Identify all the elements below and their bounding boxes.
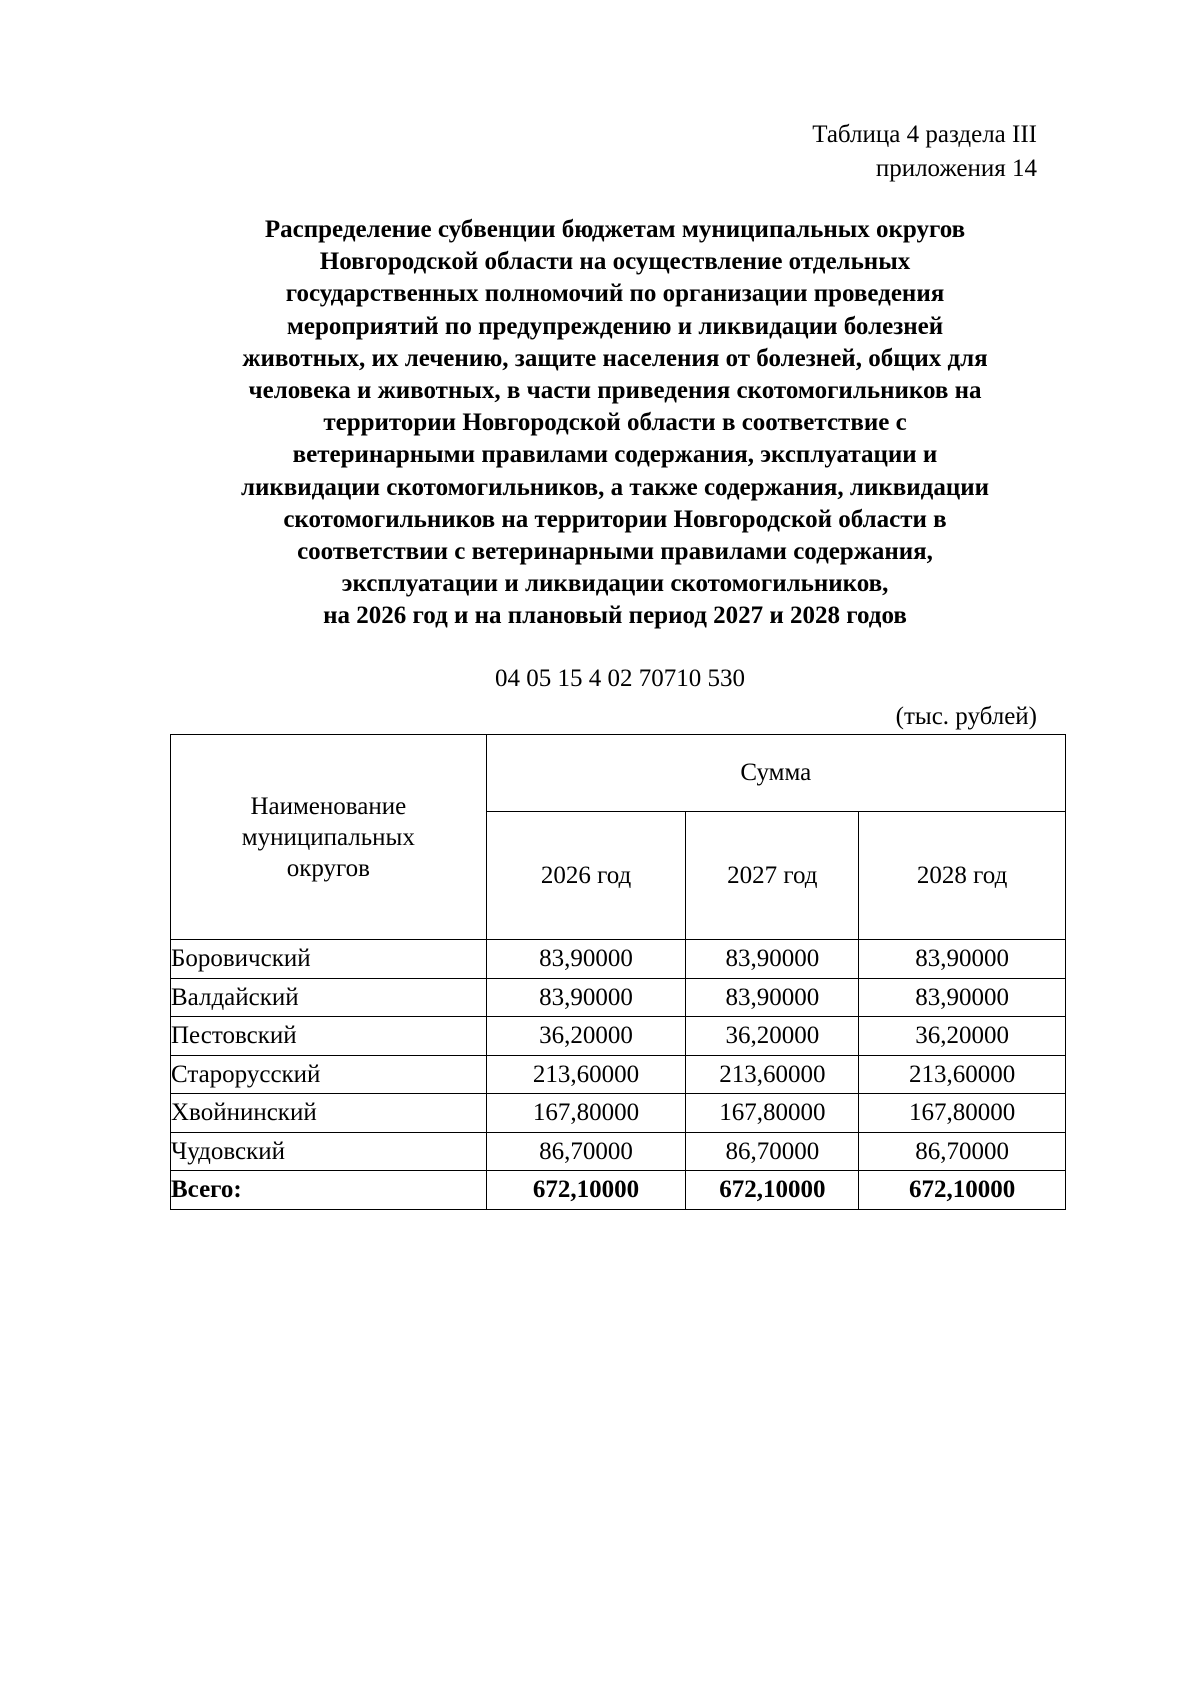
column-header-sum: Сумма <box>486 735 1065 812</box>
reference-line-appendix: приложения 14 <box>875 155 1037 182</box>
amount-2028: 213,60000 <box>859 1055 1066 1094</box>
table-body <box>171 940 1066 1210</box>
units-label: (тыс. рублей) <box>895 703 1037 730</box>
amount-2027: 86,70000 <box>686 1132 859 1171</box>
title-line: ликвидации скотомогильников, а также содержания, ликвидации <box>240 473 990 501</box>
total-row <box>171 1171 1066 1210</box>
total-2028: 672,10000 <box>859 1171 1066 1210</box>
amount-2026: 83,90000 <box>486 978 686 1017</box>
title-line: эксплуатации и ликвидации скотомогильников, <box>341 570 889 598</box>
table-header <box>171 735 1066 940</box>
title-line: человека и животных, в части приведения скотомогильников на <box>248 377 982 405</box>
amount-2027: 213,60000 <box>686 1055 859 1094</box>
table-row <box>171 1094 1066 1133</box>
municipality-name: Пестовский <box>171 1017 487 1056</box>
column-header-2026: 2026 год <box>486 812 686 940</box>
amount-2028: 167,80000 <box>859 1094 1066 1133</box>
total-2027: 672,10000 <box>686 1171 859 1210</box>
column-header-2028: 2028 год <box>859 812 1066 940</box>
title-line: скотомогильников на территории Новгородской области в <box>283 505 947 533</box>
amount-2028: 36,20000 <box>859 1017 1066 1056</box>
amount-2027: 83,90000 <box>686 940 859 979</box>
title-line: Распределение субвенции бюджетам муниципальных округов <box>264 216 966 243</box>
municipality-name: Старорусский <box>171 1055 487 1094</box>
table-row <box>171 940 1066 979</box>
amount-2026: 83,90000 <box>486 940 686 979</box>
amount-2026: 213,60000 <box>486 1055 686 1094</box>
amount-2027: 36,20000 <box>686 1017 859 1056</box>
municipality-name: Хвойнинский <box>171 1094 487 1133</box>
table-row <box>171 1017 1066 1056</box>
title-line: соответствии с ветеринарными правилами содержания, <box>297 538 933 566</box>
municipality-name: Чудовский <box>171 1132 487 1171</box>
table-row <box>171 978 1066 1017</box>
column-header-2027: 2027 год <box>686 812 859 940</box>
budget-classification-code: 04 05 15 4 02 70710 530 <box>495 665 745 692</box>
title-line: государственных полномочий по организации проведения <box>285 280 945 308</box>
reference-line-table: Таблица 4 раздела III <box>812 121 1037 148</box>
amount-2027: 83,90000 <box>686 978 859 1017</box>
amount-2027: 167,80000 <box>686 1094 859 1133</box>
title-line: животных, их лечению, защите населения от болезней, общих для <box>242 344 988 372</box>
amount-2028: 86,70000 <box>859 1132 1066 1171</box>
amount-2028: 83,90000 <box>859 978 1066 1017</box>
municipality-name: Валдайский <box>171 978 487 1017</box>
document-title <box>170 214 1060 633</box>
total-label: Всего: <box>171 1171 487 1210</box>
table-row <box>171 1132 1066 1171</box>
amount-2026: 167,80000 <box>486 1094 686 1133</box>
title-line: мероприятий по предупреждению и ликвидации болезней <box>286 312 944 340</box>
municipality-name: Боровичский <box>171 940 487 979</box>
title-line: территории Новгородской области в соответствие с <box>323 409 907 437</box>
title-line: на 2026 год и на плановый период 2027 и 2028 годов <box>323 602 907 630</box>
amount-2026: 36,20000 <box>486 1017 686 1056</box>
header-text-line: округов <box>286 854 370 882</box>
header-text-line: муниципальных <box>241 823 415 851</box>
amount-2028: 83,90000 <box>859 940 1066 979</box>
column-header-municipality <box>171 735 487 940</box>
title-line: ветеринарными правилами содержания, эксплуатации и <box>292 441 938 469</box>
header-text-line: Наименование <box>250 792 407 820</box>
table-row <box>171 1055 1066 1094</box>
amount-2026: 86,70000 <box>486 1132 686 1171</box>
total-2026: 672,10000 <box>486 1171 686 1210</box>
subvention-table <box>170 734 1066 1210</box>
table-reference <box>812 118 1037 186</box>
title-line: Новгородской области на осуществление отдельных <box>319 248 911 276</box>
